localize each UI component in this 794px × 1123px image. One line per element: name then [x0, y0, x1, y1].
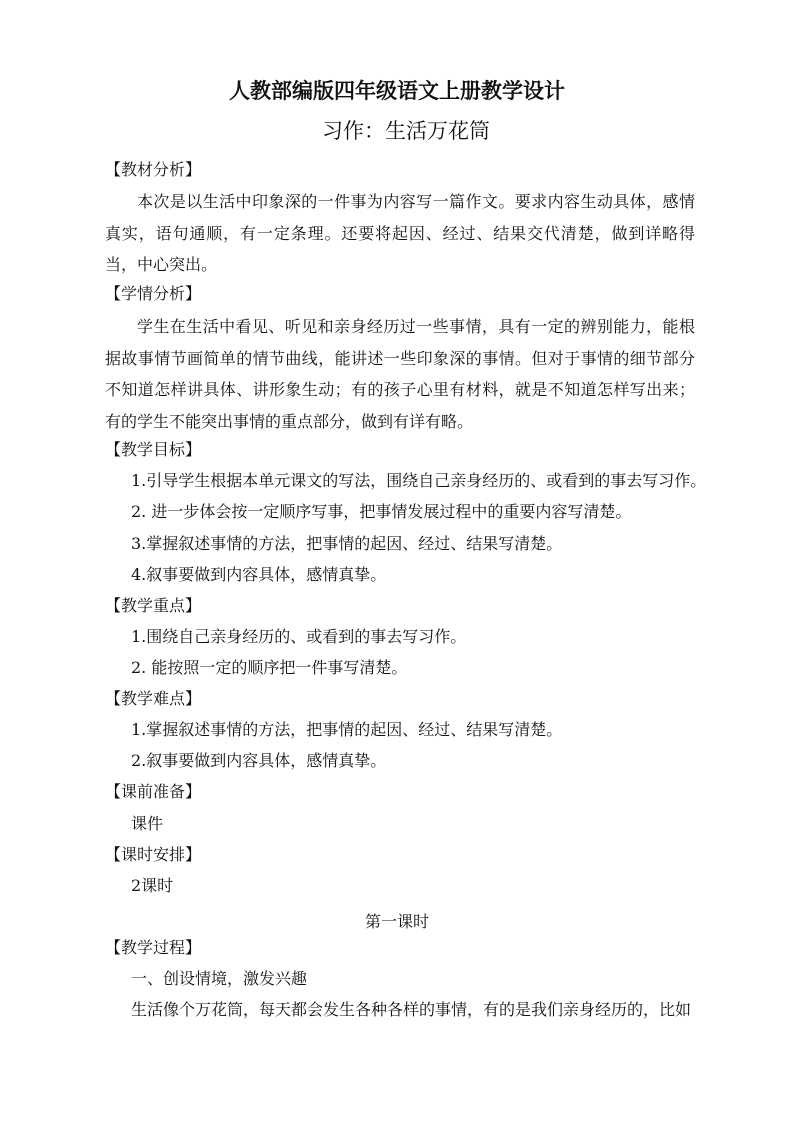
section-heading-schedule: 【课时安排】	[105, 845, 202, 864]
page-subtitle: 习作：生活万花筒	[322, 119, 490, 143]
objective-item-4: 4.叙事要做到内容具体，感情真挚。	[131, 565, 387, 584]
difficulty-item-1: 1.掌握叙述事情的方法，把事情的起因、经过、结果写清楚。	[131, 720, 563, 739]
process-step-1: 一、创设情境，激发兴趣	[131, 969, 308, 988]
section-heading-process: 【教学过程】	[105, 938, 202, 957]
objective-item-1: 1.引导学生根据本单元课文的写法，围绕自己亲身经历的、或看到的事去写习作。	[131, 471, 707, 490]
key-point-item-2: 2. 能按照一定的顺序把一件事写清楚。	[131, 658, 408, 677]
student-analysis-paragraph: 学生在生活中看见、听见和亲身经历过一些事情，具有一定的辨别能力，能根据故事情节画简单的情节曲线，能讲述一些印象深的事情。但对于事情的细节部分不知道怎样讲具体、讲形象生动；有的孩子心里有材料，就是不知道怎样写出来；有的学生不能突出事情的重点部分，做到有详有略。	[105, 317, 695, 431]
section-heading-student-analysis: 【学情分析】	[105, 284, 202, 303]
preparation-content: 课件	[131, 814, 164, 833]
key-point-item-1: 1.围绕自己亲身经历的、或看到的事去写习作。	[131, 627, 467, 646]
objective-item-2: 2. 进一步体会按一定顺序写事，把事情发展过程中的重要内容写清楚。	[131, 502, 632, 521]
section-heading-objectives: 【教学目标】	[105, 440, 202, 459]
section-heading-material-analysis: 【教材分析】	[105, 160, 202, 179]
section-heading-preparation: 【课前准备】	[105, 782, 202, 801]
page-title: 人教部编版四年级语文上册教学设计	[229, 79, 565, 103]
section-heading-key-points: 【教学重点】	[105, 596, 202, 615]
objective-item-3: 3.掌握叙述事情的方法，把事情的起因、经过、结果写清楚。	[131, 534, 563, 553]
section-heading-difficulties: 【教学难点】	[105, 689, 202, 708]
schedule-content: 2课时	[131, 876, 174, 895]
difficulty-item-2: 2.叙事要做到内容具体，感情真挚。	[131, 751, 387, 770]
material-analysis-paragraph: 本次是以生活中印象深的一件事为内容写一篇作文。要求内容生动具体，感情真实，语句通顺，有一定条理。还要将起因、经过、结果交代清楚，做到详略得当，中心突出。	[105, 192, 695, 274]
process-paragraph: 生活像个万花筒，每天都会发生各种各样的事情，有的是我们亲身经历的，比如	[131, 1000, 692, 1019]
lesson-label: 第一课时	[364, 912, 429, 931]
